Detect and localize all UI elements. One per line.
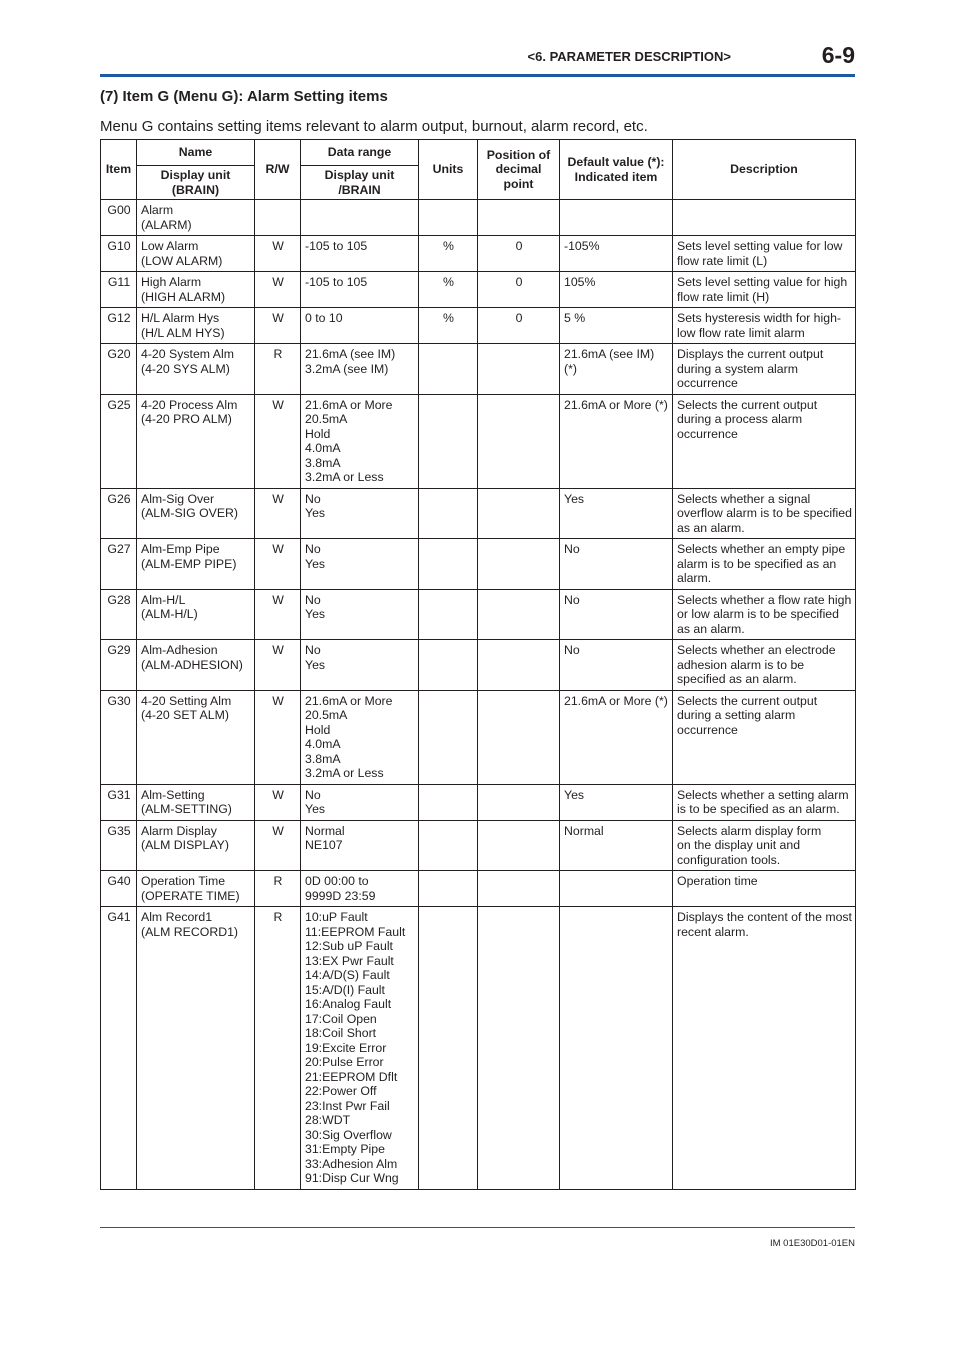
table-body: [101, 200, 856, 1190]
cell-name: Low Alarm (LOW ALARM): [137, 236, 255, 272]
cell-default-value: 21.6mA (see IM) (*): [560, 344, 673, 395]
cell-item: G27: [101, 539, 137, 590]
cell-rw: W: [255, 236, 301, 272]
cell-description: Selects whether a signal overflow alarm is to be specified as an alarm.: [673, 488, 856, 539]
cell-name: Alm-Emp Pipe (ALM-EMP PIPE): [137, 539, 255, 590]
cell-rw: R: [255, 871, 301, 907]
cell-rw: W: [255, 394, 301, 488]
cell-item: G11: [101, 272, 137, 308]
cell-decimal-position: [478, 200, 560, 236]
table-row: [101, 272, 856, 308]
cell-item: G41: [101, 907, 137, 1190]
section-title: (7) Item G (Menu G): Alarm Setting items: [100, 88, 388, 105]
cell-description: Sets hysteresis width for high-low flow rate limit alarm: [673, 308, 856, 344]
cell-name: H/L Alarm Hys (H/L ALM HYS): [137, 308, 255, 344]
cell-data-range: Normal NE107: [301, 820, 419, 871]
cell-item: G10: [101, 236, 137, 272]
cell-name: Alarm Display (ALM DISPLAY): [137, 820, 255, 871]
cell-description: Selects the current output during a setting alarm occurrence: [673, 690, 856, 784]
cell-rw: W: [255, 308, 301, 344]
cell-units: %: [419, 236, 478, 272]
cell-units: [419, 820, 478, 871]
cell-rw: [255, 200, 301, 236]
cell-decimal-position: [478, 871, 560, 907]
cell-default-value: 105%: [560, 272, 673, 308]
cell-description: Selects the current output during a process alarm occurrence: [673, 394, 856, 488]
cell-item: G35: [101, 820, 137, 871]
table-row: [101, 589, 856, 640]
table-row: [101, 907, 856, 1190]
header-divider: [100, 74, 855, 77]
table-row: [101, 640, 856, 691]
cell-name: Alm Record1 (ALM RECORD1): [137, 907, 255, 1190]
cell-default-value: [560, 200, 673, 236]
cell-default-value: No: [560, 539, 673, 590]
cell-rw: W: [255, 272, 301, 308]
cell-decimal-position: [478, 690, 560, 784]
cell-item: G00: [101, 200, 137, 236]
cell-item: G40: [101, 871, 137, 907]
cell-decimal-position: [478, 907, 560, 1190]
cell-rw: W: [255, 539, 301, 590]
header-data-range: Data range: [301, 140, 419, 166]
cell-data-range: 0D 00:00 to 9999D 23:59: [301, 871, 419, 907]
page-number: 6-9: [821, 42, 855, 68]
table-row: [101, 488, 856, 539]
cell-units: %: [419, 308, 478, 344]
footer-divider: [100, 1227, 855, 1228]
cell-description: [673, 200, 856, 236]
cell-default-value: Normal: [560, 820, 673, 871]
cell-data-range: No Yes: [301, 589, 419, 640]
cell-units: [419, 344, 478, 395]
document-id: IM 01E30D01-01EN: [769, 1238, 855, 1249]
cell-units: [419, 539, 478, 590]
header-decimal-position: Position of decimal point: [478, 140, 560, 200]
cell-units: [419, 488, 478, 539]
cell-name: 4-20 System Alm (4-20 SYS ALM): [137, 344, 255, 395]
cell-units: [419, 690, 478, 784]
cell-item: G20: [101, 344, 137, 395]
cell-name: Alm-Setting (ALM-SETTING): [137, 784, 255, 820]
cell-default-value: 5 %: [560, 308, 673, 344]
cell-decimal-position: [478, 488, 560, 539]
header-item: Item: [101, 140, 137, 200]
cell-data-range: No Yes: [301, 539, 419, 590]
cell-description: Displays the content of the most recent alarm.: [673, 907, 856, 1190]
cell-data-range: 21.6mA or More 20.5mA Hold 4.0mA 3.8mA 3.2mA or Less: [301, 690, 419, 784]
table-row: [101, 200, 856, 236]
cell-default-value: 21.6mA or More (*): [560, 394, 673, 488]
cell-name: Operation Time (OPERATE TIME): [137, 871, 255, 907]
alarm-parameter-table: [100, 139, 856, 1190]
cell-decimal-position: [478, 344, 560, 395]
cell-name: Alarm (ALARM): [137, 200, 255, 236]
header-default-value: Default value (*): Indicated item: [560, 140, 673, 200]
table-row: [101, 690, 856, 784]
cell-data-range: 21.6mA (see IM) 3.2mA (see IM): [301, 344, 419, 395]
cell-name: 4-20 Setting Alm (4-20 SET ALM): [137, 690, 255, 784]
cell-item: G12: [101, 308, 137, 344]
cell-units: %: [419, 272, 478, 308]
header-data-range-display-unit: Display unit /BRAIN: [301, 166, 419, 200]
cell-decimal-position: [478, 820, 560, 871]
cell-data-range: 21.6mA or More 20.5mA Hold 4.0mA 3.8mA 3.2mA or Less: [301, 394, 419, 488]
cell-data-range: No Yes: [301, 784, 419, 820]
header-units: Units: [419, 140, 478, 200]
cell-default-value: Yes: [560, 488, 673, 539]
cell-rw: R: [255, 344, 301, 395]
cell-units: [419, 871, 478, 907]
cell-item: G28: [101, 589, 137, 640]
cell-rw: W: [255, 589, 301, 640]
cell-description: Selects whether a flow rate high or low alarm is to be specified as an alarm.: [673, 589, 856, 640]
cell-description: Sets level setting value for low flow rate limit (L): [673, 236, 856, 272]
table-row: [101, 784, 856, 820]
cell-default-value: [560, 871, 673, 907]
table-row: [101, 236, 856, 272]
cell-data-range: -105 to 105: [301, 236, 419, 272]
cell-units: [419, 907, 478, 1190]
table-row: [101, 394, 856, 488]
header-name: Name: [137, 140, 255, 166]
cell-rw: W: [255, 640, 301, 691]
table-row: [101, 539, 856, 590]
cell-data-range: 10:uP Fault 11:EEPROM Fault 12:Sub uP Fault 13:EX Pwr Fault 14:A/D(S) Fault 15:A/D(I) Fault 16:Analog Fault 17:Coil Open 18:Coil Short 19:Excite Error 20:Pulse Error 21:EEPROM Dflt 22:Power Off 23:Inst Pwr Fail 28:WDT 30:Sig Overflow 31:Empty Pipe 33:Adhesion Alm 91:Disp Cur Wng: [301, 907, 419, 1190]
cell-units: [419, 589, 478, 640]
header-display-unit: Display unit (BRAIN): [137, 166, 255, 200]
cell-item: G26: [101, 488, 137, 539]
cell-decimal-position: [478, 640, 560, 691]
cell-units: [419, 394, 478, 488]
cell-decimal-position: [478, 539, 560, 590]
cell-default-value: [560, 907, 673, 1190]
cell-decimal-position: [478, 784, 560, 820]
cell-default-value: -105%: [560, 236, 673, 272]
cell-description: Selects alarm display form on the display unit and configuration tools.: [673, 820, 856, 871]
cell-description: Operation time: [673, 871, 856, 907]
cell-name: Alm-Sig Over (ALM-SIG OVER): [137, 488, 255, 539]
cell-units: [419, 640, 478, 691]
cell-item: G31: [101, 784, 137, 820]
cell-rw: W: [255, 784, 301, 820]
cell-name: High Alarm (HIGH ALARM): [137, 272, 255, 308]
cell-default-value: No: [560, 640, 673, 691]
cell-decimal-position: [478, 589, 560, 640]
cell-data-range: No Yes: [301, 640, 419, 691]
cell-item: G30: [101, 690, 137, 784]
cell-decimal-position: [478, 394, 560, 488]
cell-rw: W: [255, 488, 301, 539]
header-rw: R/W: [255, 140, 301, 200]
table-row: [101, 820, 856, 871]
cell-description: Selects whether an electrode adhesion alarm is to be specified as an alarm.: [673, 640, 856, 691]
cell-item: G29: [101, 640, 137, 691]
cell-decimal-position: 0: [478, 272, 560, 308]
cell-decimal-position: 0: [478, 236, 560, 272]
header-description: Description: [673, 140, 856, 200]
cell-item: G25: [101, 394, 137, 488]
cell-name: Alm-Adhesion (ALM-ADHESION): [137, 640, 255, 691]
cell-name: 4-20 Process Alm (4-20 PRO ALM): [137, 394, 255, 488]
cell-data-range: [301, 200, 419, 236]
cell-decimal-position: 0: [478, 308, 560, 344]
cell-rw: W: [255, 820, 301, 871]
cell-data-range: 0 to 10: [301, 308, 419, 344]
cell-rw: R: [255, 907, 301, 1190]
cell-default-value: Yes: [560, 784, 673, 820]
cell-units: [419, 200, 478, 236]
intro-paragraph: Menu G contains setting items relevant to alarm output, burnout, alarm record, etc.: [100, 118, 648, 135]
cell-data-range: -105 to 105: [301, 272, 419, 308]
cell-data-range: No Yes: [301, 488, 419, 539]
table-row: [101, 344, 856, 395]
table-row: [101, 871, 856, 907]
cell-description: Displays the current output during a system alarm occurrence: [673, 344, 856, 395]
cell-description: Selects whether an empty pipe alarm is to be specified as an alarm.: [673, 539, 856, 590]
cell-default-value: No: [560, 589, 673, 640]
cell-description: Selects whether a setting alarm is to be specified as an alarm.: [673, 784, 856, 820]
cell-units: [419, 784, 478, 820]
section-header: <6. PARAMETER DESCRIPTION>: [527, 49, 731, 64]
cell-default-value: 21.6mA or More (*): [560, 690, 673, 784]
cell-name: Alm-H/L (ALM-H/L): [137, 589, 255, 640]
cell-description: Sets level setting value for high flow rate limit (H): [673, 272, 856, 308]
cell-rw: W: [255, 690, 301, 784]
table-row: [101, 308, 856, 344]
